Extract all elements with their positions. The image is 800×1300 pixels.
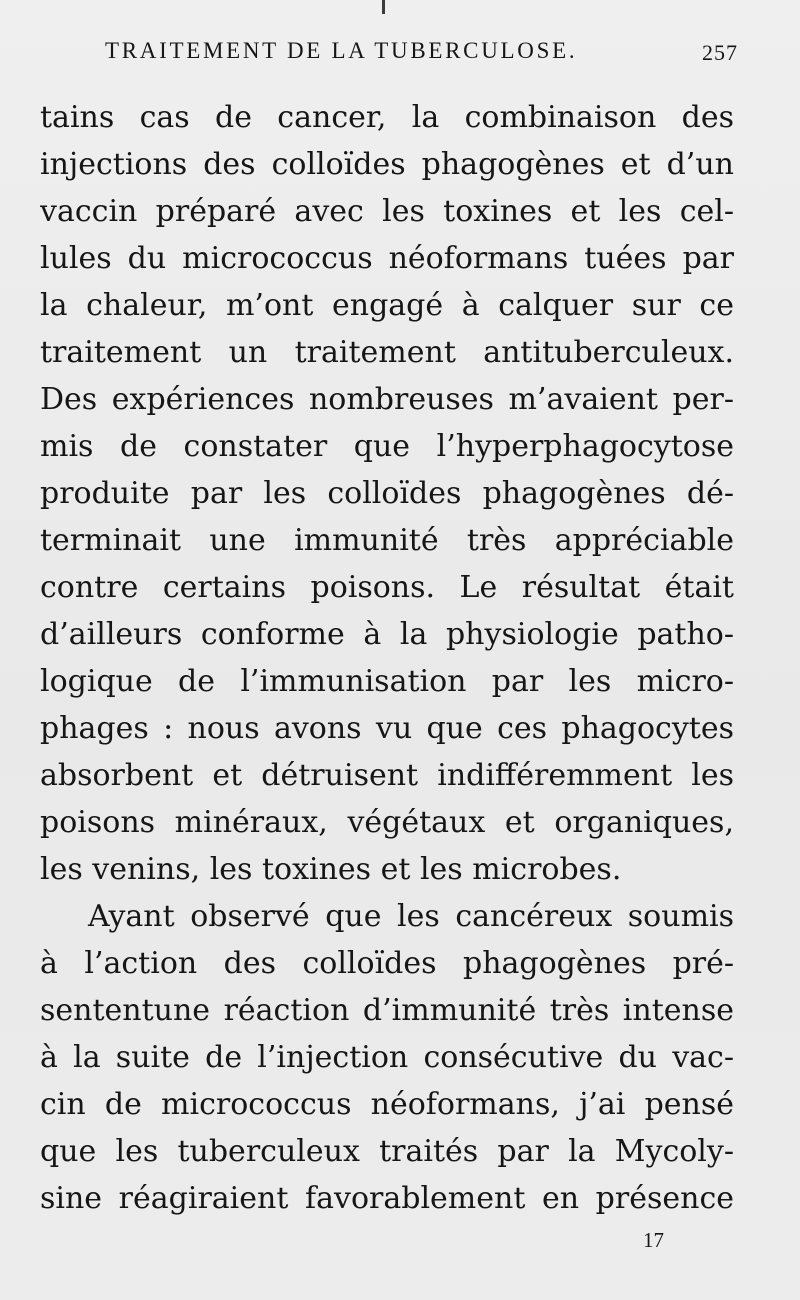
text-line: Ayant observé que les cancéreux soumis	[88, 899, 734, 934]
text-line: vaccin préparé avec les toxines et les cel-	[40, 194, 734, 229]
text-line: d’ailleurs conforme à la physiologie patho-	[40, 617, 734, 652]
ink-speck	[382, 0, 385, 14]
running-title: TRAITEMENT DE LA TUBERCULOSE.	[105, 38, 578, 63]
signature-mark: 17	[643, 1228, 664, 1252]
text-line: phages : nous avons vu que ces phagocytes	[40, 711, 734, 746]
text-line: sententune réaction d’immunité très intense	[40, 993, 734, 1028]
text-line: mis de constater que l’hyperphagocytose	[40, 429, 734, 464]
text-line: la chaleur, m’ont engagé à calquer sur ce	[40, 288, 734, 323]
text-line: à la suite de l’injection consécutive du vac-	[40, 1040, 734, 1075]
body-text	[40, 94, 734, 1222]
text-line: que les tuberculeux traités par la Mycoly-	[40, 1134, 734, 1169]
text-line: Des expériences nombreuses m’avaient per-	[40, 382, 734, 417]
text-line: lules du micrococcus néoformans tuées par	[40, 241, 734, 276]
text-line: cin de micrococcus néoformans, j’ai pensé	[40, 1087, 734, 1122]
text-line: les venins, les toxines et les microbes.	[40, 852, 622, 887]
text-line: à l’action des colloïdes phagogènes pré-	[40, 946, 734, 981]
text-line: poisons minéraux, végétaux et organiques,	[40, 805, 734, 840]
text-line: sine réagiraient favorablement en présence	[40, 1181, 734, 1216]
text-line: produite par les colloïdes phagogènes dé-	[40, 476, 734, 511]
text-line: injections des colloïdes phagogènes et d’un	[40, 147, 734, 182]
running-head	[48, 38, 738, 72]
page-number: 257	[702, 40, 738, 65]
text-line: logique de l’immunisation par les micro-	[40, 664, 734, 699]
text-line: traitement un traitement antituberculeux.	[40, 335, 734, 370]
text-line: tains cas de cancer, la combinaison des	[40, 100, 734, 135]
text-line: contre certains poisons. Le résultat était	[40, 570, 734, 605]
text-line: terminait une immunité très appréciable	[40, 523, 734, 558]
text-line: absorbent et détruisent indifféremment les	[40, 758, 734, 793]
